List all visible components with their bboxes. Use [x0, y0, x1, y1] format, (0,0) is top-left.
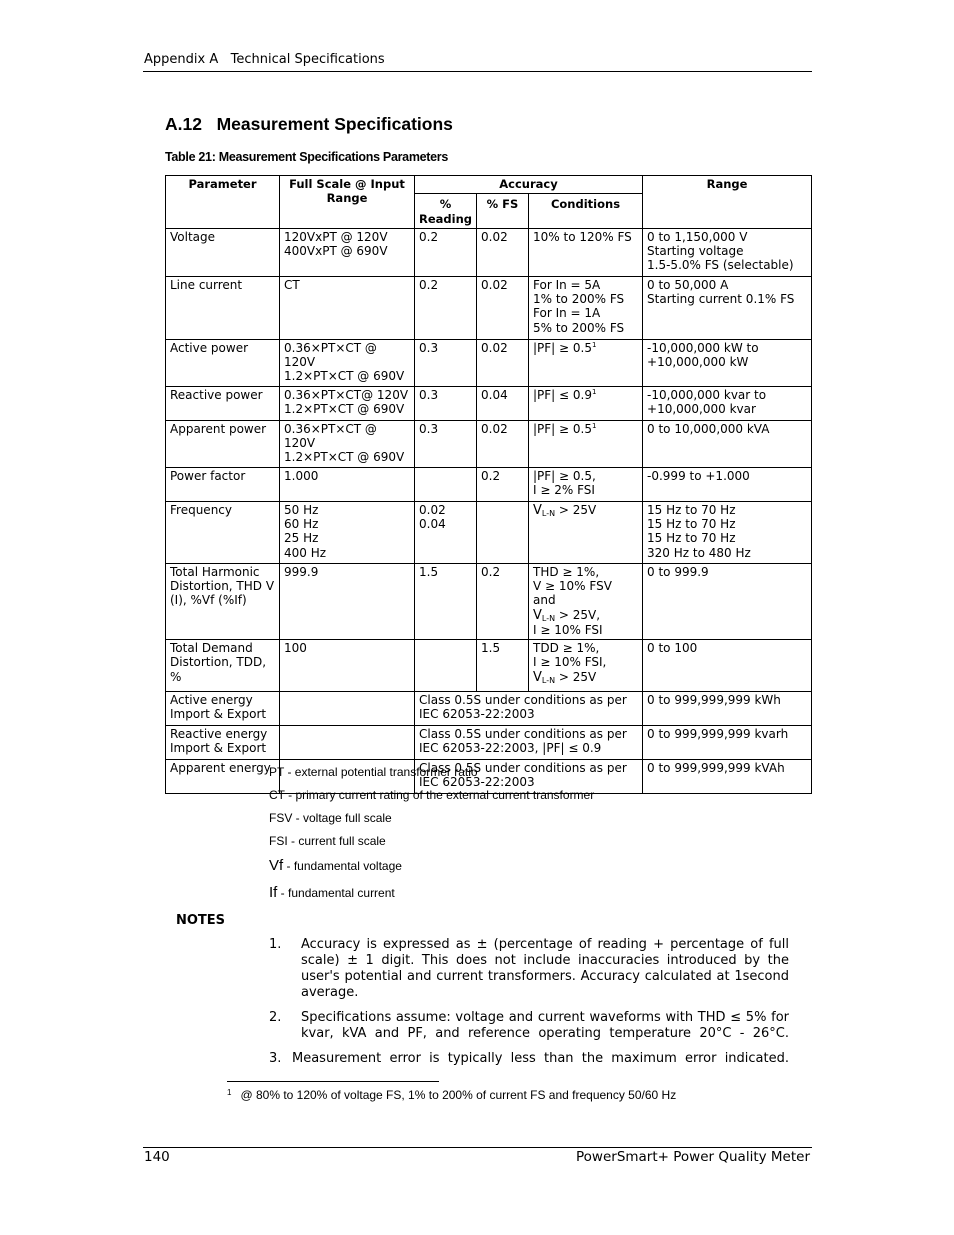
- table-row: [166, 420, 812, 467]
- cell-range: 0 to 999.9: [643, 563, 812, 639]
- cell-full-scale: 0.36×PT×CT @ 120V 1.2×PT×CT @ 690V: [280, 339, 415, 386]
- table-row: [166, 501, 812, 563]
- cell-range: -0.999 to +1.000: [643, 467, 812, 501]
- cell-parameter: Total Harmonic Distortion, THD V (I), %Vf (%If): [166, 563, 280, 639]
- running-header: [144, 52, 385, 67]
- cell-reading: 0.02 0.04: [415, 501, 477, 563]
- abbr-text: - external potential transformer ratio: [284, 765, 478, 779]
- note-number: 2.: [269, 1010, 282, 1025]
- table-row: [166, 276, 812, 339]
- notes-heading: NOTES: [176, 913, 226, 928]
- abbr-text: - fundamental voltage: [283, 859, 402, 873]
- cell-reading: 0.3: [415, 386, 477, 420]
- cell-parameter: Apparent power: [166, 420, 280, 467]
- cell-full-scale: 0.36×PT×CT @ 120V 1.2×PT×CT @ 690V: [280, 420, 415, 467]
- cell-full-scale: CT: [280, 276, 415, 339]
- cell-range: 0 to 50,000 A Starting current 0.1% FS: [643, 276, 812, 339]
- section-title-text: Measurement Specifications: [216, 114, 453, 134]
- abbr-text: - voltage full scale: [292, 811, 392, 825]
- cell-range: 15 Hz to 70 Hz 15 Hz to 70 Hz 15 Hz to 70 Hz 320 Hz to 480 Hz: [643, 501, 812, 563]
- header-title: Technical Specifications: [230, 52, 385, 67]
- cell-conditions: [529, 501, 643, 563]
- cell-full-scale: 1.000: [280, 467, 415, 501]
- footnote-ref: 1: [592, 387, 597, 396]
- cell-range: 0 to 100: [643, 640, 812, 692]
- table-row: [166, 339, 812, 386]
- cell-range: 0 to 999,999,999 kWh: [643, 692, 812, 726]
- abbr-text: - current full scale: [287, 834, 386, 848]
- cell-conditions: [529, 420, 643, 467]
- table-row: [166, 467, 812, 501]
- cell-parameter: Active energy Import & Export: [166, 692, 280, 726]
- cond-voltage-symbol: V: [533, 502, 542, 518]
- cell-fs: 1.5: [477, 640, 529, 692]
- cond-top: TDD ≥ 1%, I ≥ 10% FSI,: [533, 641, 607, 670]
- cond-bottom: I ≥ 10% FSI: [533, 622, 603, 637]
- cell-conditions: [529, 640, 643, 692]
- footnote: [227, 1088, 676, 1102]
- cell-range: -10,000,000 kvar to +10,000,000 kvar: [643, 386, 812, 420]
- abbr-term: FSV: [269, 811, 293, 825]
- cell-fs: 0.02: [477, 420, 529, 467]
- cond-top: THD ≥ 1%, V ≥ 10% FSV and: [533, 564, 612, 608]
- footnote-text: @ 80% to 120% of voltage FS, 1% to 200% of current FS and frequency 50/60 Hz: [240, 1088, 677, 1102]
- cell-parameter: Total Demand Distortion, TDD, %: [166, 640, 280, 692]
- note-text-body: Specifications assume: voltage and current waveforms with THD ≤ 5% for kvar, kVA and PF, and reference operating temperature 20°C - 26°C.: [301, 1010, 789, 1041]
- abbreviation-item: [269, 788, 594, 802]
- cell-full-scale: 999.9: [280, 563, 415, 639]
- header-rule: [143, 71, 812, 72]
- abbr-term: CT: [269, 788, 285, 802]
- cond-subscript: L-N: [541, 508, 556, 518]
- note-text-body: Accuracy is expressed as ± (percentage of reading + percentage of full scale) ± 1 digit. This does not include inaccuracies introduced by the user's potential and current transformers. Accuracy calculated at 1second average.: [301, 937, 789, 1000]
- footnote-rule: [227, 1081, 439, 1082]
- abbr-term: PT: [269, 765, 285, 779]
- cond-voltage-symbol: V: [533, 669, 542, 685]
- table-row: [166, 640, 812, 692]
- footer-rule: [143, 1147, 812, 1148]
- abbreviation-item: [269, 834, 386, 848]
- cell-fs: 0.2: [477, 467, 529, 501]
- note-item: [269, 937, 789, 1001]
- cell-full-scale: 120VxPT @ 120V 400VxPT @ 690V: [280, 228, 415, 276]
- footnote-mark: 1: [227, 1088, 232, 1097]
- cell-range: 0 to 999,999,999 kvarh: [643, 726, 812, 760]
- note-text: [269, 1051, 789, 1067]
- cell-fs: 0.2: [477, 563, 529, 639]
- table-row: [166, 386, 812, 420]
- cond-voltage-symbol: V: [533, 607, 542, 623]
- cell-parameter: Frequency: [166, 501, 280, 563]
- col-header-accuracy: Accuracy: [415, 176, 643, 194]
- abbr-term: Vf: [269, 857, 284, 874]
- abbreviation-item: [269, 884, 395, 901]
- cell-accuracy-merged: Class 0.5S under conditions as per IEC 62053-22:2003, |PF| ≤ 0.9: [415, 726, 643, 760]
- section-number: A.12: [165, 114, 202, 134]
- abbreviation-item: [269, 765, 478, 779]
- cell-full-scale: 50 Hz 60 Hz 25 Hz 400 Hz: [280, 501, 415, 563]
- conditions-text: |PF| ≥ 0.5: [533, 340, 592, 355]
- cell-parameter: Active power: [166, 339, 280, 386]
- conditions-text: |PF| ≥ 0.5: [533, 421, 592, 436]
- cell-reading: 0.3: [415, 339, 477, 386]
- conditions-text: > 25V,: [555, 607, 601, 622]
- cond-subscript: L-N: [541, 675, 556, 685]
- cell-conditions: [529, 339, 643, 386]
- cell-conditions: |PF| ≥ 0.5, I ≥ 2% FSI: [529, 467, 643, 501]
- abbr-text: - fundamental current: [277, 886, 395, 900]
- cell-reading: [415, 467, 477, 501]
- cell-fs: 0.02: [477, 339, 529, 386]
- abbr-term: If: [269, 884, 278, 901]
- table-header-row: [166, 176, 812, 194]
- cell-fs: 0.02: [477, 228, 529, 276]
- table-row: [166, 563, 812, 639]
- cell-accuracy-merged: Class 0.5S under conditions as per IEC 62053-22:2003: [415, 760, 643, 794]
- conditions-text: |PF| ≤ 0.9: [533, 387, 592, 402]
- col-header-fs: % FS: [477, 194, 529, 229]
- cond-subscript: L-N: [541, 613, 556, 623]
- cell-reading: 0.2: [415, 228, 477, 276]
- cell-full-scale: [280, 692, 415, 726]
- cell-range: 0 to 1,150,000 V Starting voltage 1.5-5.0% FS (selectable): [643, 228, 812, 276]
- cell-parameter: Reactive power: [166, 386, 280, 420]
- cell-reading: 1.5: [415, 563, 477, 639]
- conditions-text: > 25V: [555, 502, 597, 517]
- page-number: 140: [144, 1149, 170, 1165]
- col-header-parameter: Parameter: [166, 176, 280, 229]
- note-text-body: Measurement error is typically less than the maximum error indicated.: [292, 1051, 789, 1066]
- col-header-reading: % Reading: [415, 194, 477, 229]
- cell-fs: 0.04: [477, 386, 529, 420]
- note-item: [269, 1051, 789, 1067]
- footnote-ref: 1: [592, 421, 597, 430]
- header-chapter: Appendix A: [144, 52, 219, 67]
- cell-parameter: Voltage: [166, 228, 280, 276]
- abbreviation-item: [269, 857, 402, 874]
- table-caption: Table 21: Measurement Specifications Parameters: [165, 150, 449, 164]
- measurement-spec-table: [165, 175, 812, 794]
- note-number: 1.: [269, 937, 282, 952]
- note-number: 3.: [269, 1051, 282, 1066]
- conditions-text: > 25V: [555, 669, 597, 684]
- abbr-text: - primary current rating of the external current transformer: [284, 788, 595, 802]
- cell-parameter: Reactive energy Import & Export: [166, 726, 280, 760]
- cell-parameter: Power factor: [166, 467, 280, 501]
- col-header-range: Range: [643, 176, 812, 229]
- section-title: [165, 114, 453, 135]
- cell-reading: 0.3: [415, 420, 477, 467]
- cell-fs: [477, 501, 529, 563]
- footer-title: PowerSmart+ Power Quality Meter: [576, 1149, 810, 1165]
- cell-reading: [415, 640, 477, 692]
- note-item: [269, 1010, 789, 1042]
- cell-conditions: [529, 386, 643, 420]
- table-row: [166, 726, 812, 760]
- note-text: [269, 937, 789, 1001]
- table-row: [166, 228, 812, 276]
- cell-range: -10,000,000 kW to +10,000,000 kW: [643, 339, 812, 386]
- cell-conditions: 10% to 120% FS: [529, 228, 643, 276]
- cell-full-scale: 0.36×PT×CT@ 120V 1.2×PT×CT @ 690V: [280, 386, 415, 420]
- cell-conditions: [529, 563, 643, 639]
- cell-parameter: Line current: [166, 276, 280, 339]
- cell-reading: 0.2: [415, 276, 477, 339]
- cell-fs: 0.02: [477, 276, 529, 339]
- cell-conditions: For In = 5A 1% to 200% FS For In = 1A 5% to 200% FS: [529, 276, 643, 339]
- table-row: [166, 692, 812, 726]
- note-text: [269, 1010, 789, 1042]
- cell-full-scale: [280, 726, 415, 760]
- col-header-full-scale: Full Scale @ Input Range: [280, 176, 415, 229]
- abbr-term: FSI: [269, 834, 288, 848]
- cell-range: 0 to 999,999,999 kVAh: [643, 760, 812, 794]
- cell-full-scale: 100: [280, 640, 415, 692]
- cell-range: 0 to 10,000,000 kVA: [643, 420, 812, 467]
- cell-parameter: Apparent energy: [166, 760, 280, 794]
- col-header-conditions: Conditions: [529, 194, 643, 229]
- footnote-ref: 1: [592, 340, 597, 349]
- cell-accuracy-merged: Class 0.5S under conditions as per IEC 62053-22:2003: [415, 692, 643, 726]
- abbreviation-item: [269, 811, 392, 825]
